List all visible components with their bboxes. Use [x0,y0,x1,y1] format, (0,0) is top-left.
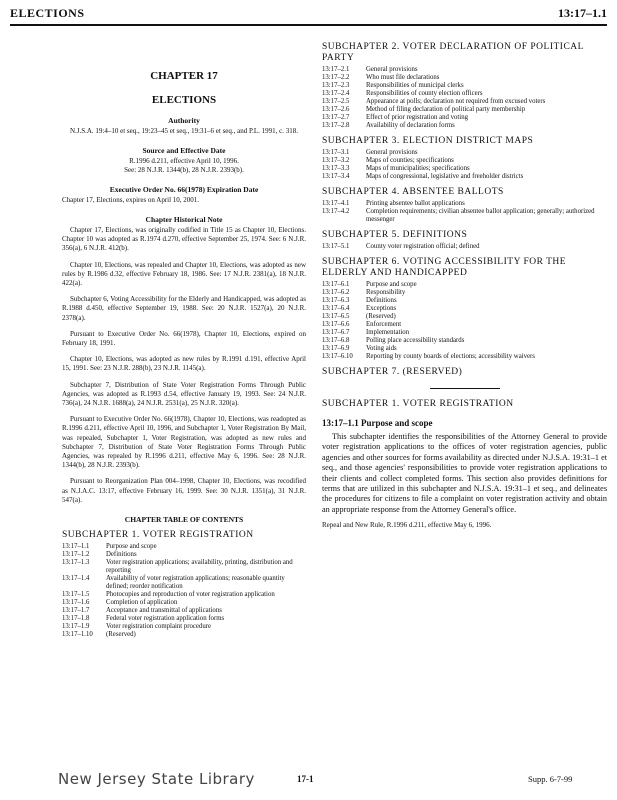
hist-para: Subchapter 7, Distribution of State Voter Registration Forms Through Public Agencies, was adopted as R.1993 d.54, effective January 19, 1993. See: 24 N.J.R. 736(a), 24 N.J.R. 1688(a), 24 N.J.R. 2531(a), 25 N.J.R. 320(a). [62,380,306,408]
toc-entry-title: Reporting by county boards of elections; accessibility waivers [366,353,535,360]
toc-entry-title: Appearance at polls; declaration not required from excused voters [366,98,546,105]
page-number: 17-1 [297,774,314,784]
toc-entry [322,289,607,297]
toc-entry [62,599,306,607]
toc-entry-number: 13:17–6.10 [322,353,353,360]
toc-entry-number: 13:17–2.2 [322,74,350,81]
toc-entry-title: Definitions [366,297,397,304]
body-subchapter-heading: SUBCHAPTER 1. VOTER REGISTRATION [322,399,514,409]
toc-subchapter-3 [322,149,607,181]
toc-entry-number: 13:17–3.2 [322,157,350,164]
eo-text: Chapter 17, Elections, expires on April 10, 2001. [62,196,200,204]
toc-entry-title: Availability of voter registration applications; reasonable quantity defined; reorder notification [106,575,285,591]
toc-subchapter-4 [322,200,607,224]
hist-para: Chapter 10, Elections, was repealed and Chapter 10, Elections, was adopted as new rules by R.1986 d.32, effective February 18, 1986. See: 17 N.J.R. 2381(a), 18 N.J.R. 422(a). [62,260,306,288]
toc-entry-title: County voter registration official; defined [366,243,480,250]
toc-entry-title: Availability of declaration forms [366,122,455,129]
toc-entry [322,200,607,208]
hist-para: Pursuant to Reorganization Plan 004–1998, Chapter 10, Elections, was recodified as N.J.A.C. 13:17, effective February 16, 1999. See: 30 N.J.R. 1351(a), 31 N.J.R. 547(a). [62,477,306,504]
toc-entry-title: Voter registration applications; availability, printing, distribution and reporting [106,559,293,575]
toc-entry-title: Acceptance and transmittal of applications [106,607,222,615]
toc-entry-title: General provisions [366,66,418,73]
toc-entry-number: 13:17–6.3 [322,297,350,304]
toc-entry [322,345,607,353]
toc-entry-number: 13:17–2.8 [322,122,350,129]
toc-entry [322,74,607,82]
hist-para: Chapter 17, Elections, was originally codified in Title 15 as Chapter 10, Elections. Chapter 10 was adopted as R.1974 d.270, effective September 25, 1974. See: 6 N.J.R. 356(a), 6 N.J.R. 412(b). [62,226,306,253]
toc-subchapter-5-heading: SUBCHAPTER 5. DEFINITIONS [322,230,468,240]
toc-entry-number: 13:17–1.9 [62,623,90,631]
historical-note [62,226,306,505]
toc-subchapter-1-heading: SUBCHAPTER 1. VOTER REGISTRATION [62,530,254,541]
toc-entry-number: 13:17–2.1 [322,66,350,73]
header-section-number: 13:17–1.1 [558,6,607,20]
toc-entry-number: 13:17–6.1 [322,281,350,288]
toc-entry [322,82,607,90]
toc-entry-number: 13:17–6.6 [322,321,350,328]
library-stamp: New Jersey State Library [58,770,255,788]
toc-entry-title: Purpose and scope [106,543,157,551]
toc-entry-title: Maps of municipalities; specifications [366,165,470,172]
source-heading: Source and Effective Date [142,146,226,155]
toc-subchapter-6-heading: SUBCHAPTER 6. VOTING ACCESSIBILITY FOR THE ELDERLY AND HANDICAPPED [322,257,567,278]
toc-entry [62,543,306,551]
toc-entry-number: 13:17–6.4 [322,305,350,312]
hist-para: Subchapter 6, Voting Accessibility for the Elderly and Handicapped, was adopted as R.1988 d.450, effective September 19, 1988. See: 20 N.J.R. 1527(a), 20 N.J.R. 2378(a). [62,295,306,322]
toc-entry [62,607,306,615]
toc-entry-number: 13:17–2.7 [322,114,350,121]
toc-entry-number: 13:17–1.8 [62,615,90,623]
running-header [10,2,607,26]
toc-entry-number: 13:17–1.6 [62,599,90,607]
section-title: 13:17–1.1 Purpose and scope [322,418,433,428]
toc-entry-title: Voter registration complaint procedure [106,623,212,631]
chapter-number: CHAPTER 17 [150,70,218,82]
toc-entry-title: Method of filing declaration of political party membership [366,106,526,113]
toc-entry [322,157,607,165]
toc-entry-number: 13:17–6.8 [322,337,350,344]
authority-heading: Authority [168,116,200,125]
toc-entry-title: Definitions [106,551,137,559]
toc-entry-number: 13:17–2.3 [322,82,350,89]
toc-entry-number: 13:17–1.10 [62,631,93,639]
toc-entry [322,122,607,130]
toc-entry-number: 13:17–2.5 [322,98,350,105]
hist-para: Pursuant to Executive Order No. 66(1978), Chapter 10, Elections, expired on February 18, 1991. [62,329,306,348]
toc-entry [322,329,607,337]
toc-entry-number: 13:17–1.2 [62,551,90,559]
toc-entry-title: Exceptions [366,305,397,312]
toc-entry [322,353,607,361]
toc-entry-number: 13:17–1.5 [62,591,90,599]
chapter-title: ELECTIONS [151,94,217,106]
toc-entry-number: 13:17–1.3 [62,559,90,567]
toc-entry-number: 13:17–6.5 [322,313,350,320]
toc-heading: CHAPTER TABLE OF CONTENTS [124,515,244,525]
toc-entry [322,208,607,224]
toc-entry [322,106,607,114]
toc-entry-title: Completion of application [106,599,178,607]
toc-entry [62,559,306,575]
hist-para: Chapter 10, Elections, was adopted as new rules by R.1991 d.191, effective April 15, 1991. See: 23 N.J.R. 288(b), 23 N.J.R. 1145(a). [62,355,306,373]
divider [430,388,500,389]
toc-entry-title: (Reserved) [366,313,396,320]
toc-entry [62,623,306,631]
toc-entry-title: Responsibilities of county election officers [366,90,483,97]
toc-entry [322,337,607,345]
toc-entry-title: Completion requirements; civilian absentee ballot application; generally; authorized messenger [366,208,595,223]
toc-entry-title: (Reserved) [106,631,136,639]
toc-entry [62,551,306,559]
toc-entry [322,114,607,122]
toc-entry-number: 13:17–1.1 [62,543,90,551]
toc-entry [322,173,607,181]
toc-subchapter-5 [322,243,607,251]
toc-entry [322,165,607,173]
toc-entry [322,90,607,98]
toc-entry [322,321,607,329]
toc-entry-number: 13:17–6.7 [322,329,350,336]
eo-heading: Executive Order No. 66(1978) Expiration Date [109,185,259,194]
historical-note-heading: Chapter Historical Note [145,215,223,224]
toc-entry-title: Effect of prior registration and voting [366,114,468,121]
left-column [62,70,306,645]
toc-entry [322,297,607,305]
source-line-1: R.1996 d.211, effective April 10, 1996. [129,157,239,165]
toc-entry-title: Purpose and scope [366,281,417,288]
toc-entry-number: 13:17–3.3 [322,165,350,172]
toc-subchapter-4-heading: SUBCHAPTER 4. ABSENTEE BALLOTS [322,187,504,197]
authority-text: N.J.S.A. 19:4–10 et seq., 19:23–45 et seq., 19:31–6 et seq., and P.L. 1991, c. 318. [69,127,299,135]
toc-entry-number: 13:17–4.2 [322,208,350,215]
toc-entry [322,281,607,289]
toc-entry-title: Responsibilities of municipal clerks [366,82,464,89]
toc-entry-number: 13:17–2.4 [322,90,350,97]
toc-subchapter-2 [322,66,607,130]
toc-entry [62,615,306,623]
toc-entry-number: 13:17–3.4 [322,173,350,180]
toc-entry-number: 13:17–4.1 [322,200,350,207]
hist-para: Pursuant to Executive Order No. 66(1978), Chapter 10, Elections, was readopted as R.1996 d.211, effective April 10, 1996, and Subchapter 1, Voter Registration By Mail, was repealed, Subchapter 1, Voter Registration, was adopted as new rules and Subchapter 7, Distribution of State Voter Registration Forms Through Public Agencies, was repealed by R.1996 d.211, effective May 6, 1996. See: 28 N.J.R. 1344(b), 28 N.J.R. 2393(b). [62,415,306,470]
toc-subchapter-2-heading: SUBCHAPTER 2. VOTER DECLARATION OF POLITICAL PARTY [322,42,584,63]
toc-entry-title: Who must file declarations [366,74,440,81]
toc-entry-title: Enforcement [366,321,402,328]
toc-entry-title: Maps of counties; specifications [366,157,454,164]
toc-entry-number: 13:17–1.7 [62,607,90,615]
source-line-2: See: 28 N.J.R. 1344(b), 28 N.J.R. 2393(b). [124,166,244,174]
toc-entry-title: Responsibility [366,289,406,296]
header-title: ELECTIONS [10,6,85,20]
toc-entry-title: Voting aids [366,345,397,352]
toc-entry-title: Polling place accessibility standards [366,337,465,344]
section-body: This subchapter identifies the responsibilities of the Attorney General to provide voter registration applications to the offices of voter registration agencies, public agencies and other sources for forms availability as directed under N.J.S.A. 19:31–1 et seq., and those agencies' responsibilities to provide voter registration applications to their clients and collect completed forms. This section also provides definitions for terms that are utilized in this subchapter and N.J.S.A. 19:31–1 et seq., and delineates the procedures for citizens to file a complaint on voter registration activity and obtain an appropriate response from the Attorney General's office. [322,432,607,514]
toc-subchapter-6 [322,281,607,361]
toc-entry-number: 13:17–3.1 [322,149,350,156]
toc-subchapter-3-heading: SUBCHAPTER 3. ELECTION DISTRICT MAPS [322,136,534,146]
toc-entry [322,305,607,313]
toc-entry [322,313,607,321]
toc-entry-number: 13:17–6.2 [322,289,350,296]
toc-entry [322,149,607,157]
right-column [322,36,607,530]
toc-entry-number: 13:17–2.6 [322,106,350,113]
toc-entry [62,631,306,639]
toc-entry-title: Implementation [366,329,410,336]
toc-subchapter-7-heading: SUBCHAPTER 7. (RESERVED) [322,367,463,377]
toc-entry-number: 13:17–5.1 [322,243,350,250]
supplement-date: Supp. 6-7-99 [528,774,573,784]
toc-subchapter-1 [62,543,306,639]
toc-entry [322,66,607,74]
section-history: Repeal and New Rule, R.1996 d.211, effective May 6, 1996. [322,521,492,530]
toc-entry [322,243,607,251]
toc-entry [322,98,607,106]
toc-entry-title: General provisions [366,149,418,156]
toc-entry [62,575,306,591]
toc-entry-title: Federal voter registration application forms [106,615,225,623]
toc-entry-title: Maps of congressional, legislative and freeholder districts [366,173,524,180]
toc-entry-title: Printing absentee ballot applications [366,200,465,207]
toc-entry [62,591,306,599]
toc-entry-title: Photocopies and reproduction of voter registration application [106,591,275,599]
toc-entry-number: 13:17–1.4 [62,575,90,583]
toc-entry-number: 13:17–6.9 [322,345,350,352]
